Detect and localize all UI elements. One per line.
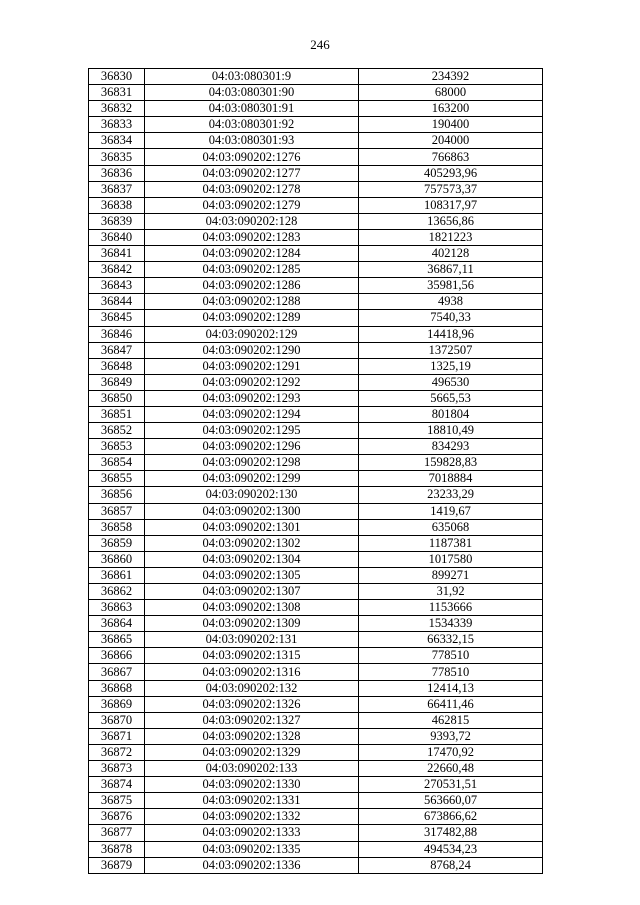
row-number-cell: 36853: [89, 439, 145, 455]
row-number-cell: 36837: [89, 181, 145, 197]
row-number-cell: 36839: [89, 213, 145, 229]
cadastral-number-cell: 04:03:090202:1315: [145, 648, 359, 664]
cadastral-value-cell: 35981,56: [359, 278, 543, 294]
table-row: [89, 761, 543, 777]
cadastral-value-cell: 204000: [359, 133, 543, 149]
row-number-cell: 36852: [89, 423, 145, 439]
cadastral-number-cell: 04:03:080301:9: [145, 69, 359, 85]
cadastral-number-cell: 04:03:090202:1316: [145, 664, 359, 680]
cadastral-number-cell: 04:03:090202:133: [145, 761, 359, 777]
row-number-cell: 36864: [89, 616, 145, 632]
table-row: [89, 246, 543, 262]
row-number-cell: 36863: [89, 600, 145, 616]
cadastral-value-cell: 163200: [359, 101, 543, 117]
cadastral-number-cell: 04:03:090202:1279: [145, 197, 359, 213]
table-row: [89, 809, 543, 825]
table-row: [89, 181, 543, 197]
table-row: [89, 519, 543, 535]
table-row: [89, 551, 543, 567]
cadastral-number-cell: 04:03:090202:1286: [145, 278, 359, 294]
table-row: [89, 696, 543, 712]
row-number-cell: 36878: [89, 841, 145, 857]
cadastral-value-cell: 12414,13: [359, 680, 543, 696]
table-row: [89, 567, 543, 583]
cadastral-value-cell: 18810,49: [359, 423, 543, 439]
row-number-cell: 36833: [89, 117, 145, 133]
row-number-cell: 36856: [89, 487, 145, 503]
row-number-cell: 36873: [89, 761, 145, 777]
row-number-cell: 36835: [89, 149, 145, 165]
table-row: [89, 584, 543, 600]
table-row: [89, 213, 543, 229]
cadastral-value-cell: 1419,67: [359, 503, 543, 519]
cadastral-number-cell: 04:03:090202:1285: [145, 262, 359, 278]
table-row: [89, 310, 543, 326]
cadastral-value-cell: 66332,15: [359, 632, 543, 648]
cadastral-value-cell: 778510: [359, 664, 543, 680]
cadastral-number-cell: 04:03:090202:1294: [145, 406, 359, 422]
row-number-cell: 36834: [89, 133, 145, 149]
cadastral-value-cell: 66411,46: [359, 696, 543, 712]
cadastral-number-cell: 04:03:090202:130: [145, 487, 359, 503]
row-number-cell: 36858: [89, 519, 145, 535]
cadastral-number-cell: 04:03:090202:1288: [145, 294, 359, 310]
row-number-cell: 36848: [89, 358, 145, 374]
cadastral-value-cell: 22660,48: [359, 761, 543, 777]
cadastral-number-cell: 04:03:080301:91: [145, 101, 359, 117]
table-row: [89, 503, 543, 519]
table-row: [89, 342, 543, 358]
cadastral-value-cell: 1534339: [359, 616, 543, 632]
table-row: [89, 744, 543, 760]
row-number-cell: 36860: [89, 551, 145, 567]
table-row: [89, 278, 543, 294]
cadastral-value-cell: 31,92: [359, 584, 543, 600]
cadastral-value-cell: 496530: [359, 374, 543, 390]
row-number-cell: 36836: [89, 165, 145, 181]
table-row: [89, 149, 543, 165]
row-number-cell: 36861: [89, 567, 145, 583]
cadastral-number-cell: 04:03:090202:1332: [145, 809, 359, 825]
cadastral-value-cell: 14418,96: [359, 326, 543, 342]
cadastral-value-cell: 13656,86: [359, 213, 543, 229]
cadastral-number-cell: 04:03:090202:1300: [145, 503, 359, 519]
cadastral-value-cell: 899271: [359, 567, 543, 583]
table-row: [89, 390, 543, 406]
cadastral-number-cell: 04:03:090202:1327: [145, 712, 359, 728]
cadastral-value-cell: 1187381: [359, 535, 543, 551]
cadastral-value-cell: 563660,07: [359, 793, 543, 809]
table-row: [89, 165, 543, 181]
cadastral-number-cell: 04:03:090202:131: [145, 632, 359, 648]
cadastral-number-cell: 04:03:090202:1335: [145, 841, 359, 857]
row-number-cell: 36862: [89, 584, 145, 600]
row-number-cell: 36849: [89, 374, 145, 390]
cadastral-number-cell: 04:03:090202:128: [145, 213, 359, 229]
cadastral-number-cell: 04:03:090202:1291: [145, 358, 359, 374]
cadastral-value-cell: 1372507: [359, 342, 543, 358]
cadastral-value-cell: 635068: [359, 519, 543, 535]
row-number-cell: 36832: [89, 101, 145, 117]
cadastral-number-cell: 04:03:090202:129: [145, 326, 359, 342]
cadastral-number-cell: 04:03:090202:1283: [145, 229, 359, 245]
cadastral-number-cell: 04:03:080301:92: [145, 117, 359, 133]
cadastral-value-cell: 834293: [359, 439, 543, 455]
cadastral-number-cell: 04:03:090202:1296: [145, 439, 359, 455]
cadastral-value-cell: 317482,88: [359, 825, 543, 841]
row-number-cell: 36869: [89, 696, 145, 712]
cadastral-number-cell: 04:03:080301:93: [145, 133, 359, 149]
cadastral-number-cell: 04:03:090202:1329: [145, 744, 359, 760]
table-row: [89, 85, 543, 101]
cadastral-value-cell: 1153666: [359, 600, 543, 616]
table-row: [89, 455, 543, 471]
cadastral-number-cell: 04:03:090202:1278: [145, 181, 359, 197]
row-number-cell: 36846: [89, 326, 145, 342]
row-number-cell: 36841: [89, 246, 145, 262]
cadastral-number-cell: 04:03:090202:1305: [145, 567, 359, 583]
row-number-cell: 36879: [89, 857, 145, 873]
cadastral-value-cell: 7018884: [359, 471, 543, 487]
cadastral-number-cell: 04:03:090202:1302: [145, 535, 359, 551]
row-number-cell: 36838: [89, 197, 145, 213]
cadastral-value-cell: 159828,83: [359, 455, 543, 471]
table-row: [89, 197, 543, 213]
table-row: [89, 825, 543, 841]
table-body: [89, 69, 543, 874]
row-number-cell: 36877: [89, 825, 145, 841]
table-row: [89, 777, 543, 793]
table-row: [89, 262, 543, 278]
cadastral-number-cell: 04:03:090202:1277: [145, 165, 359, 181]
cadastral-number-cell: 04:03:090202:132: [145, 680, 359, 696]
table-row: [89, 423, 543, 439]
cadastral-value-cell: 494534,23: [359, 841, 543, 857]
cadastral-number-cell: 04:03:090202:1292: [145, 374, 359, 390]
cadastral-value-cell: 1325,19: [359, 358, 543, 374]
row-number-cell: 36872: [89, 744, 145, 760]
row-number-cell: 36830: [89, 69, 145, 85]
cadastral-number-cell: 04:03:090202:1289: [145, 310, 359, 326]
cadastral-value-table: [88, 68, 543, 874]
cadastral-value-cell: 673866,62: [359, 809, 543, 825]
cadastral-value-cell: 1821223: [359, 229, 543, 245]
cadastral-value-cell: 36867,11: [359, 262, 543, 278]
row-number-cell: 36847: [89, 342, 145, 358]
row-number-cell: 36831: [89, 85, 145, 101]
row-number-cell: 36855: [89, 471, 145, 487]
table-row: [89, 600, 543, 616]
table-row: [89, 326, 543, 342]
row-number-cell: 36842: [89, 262, 145, 278]
row-number-cell: 36844: [89, 294, 145, 310]
table-row: [89, 358, 543, 374]
table-row: [89, 471, 543, 487]
row-number-cell: 36851: [89, 406, 145, 422]
cadastral-number-cell: 04:03:090202:1298: [145, 455, 359, 471]
cadastral-number-cell: 04:03:090202:1276: [145, 149, 359, 165]
cadastral-value-cell: 801804: [359, 406, 543, 422]
cadastral-value-cell: 778510: [359, 648, 543, 664]
cadastral-value-cell: 1017580: [359, 551, 543, 567]
cadastral-value-cell: 17470,92: [359, 744, 543, 760]
table-row: [89, 728, 543, 744]
cadastral-number-cell: 04:03:090202:1326: [145, 696, 359, 712]
page-number: 246: [310, 37, 330, 52]
row-number-cell: 36840: [89, 229, 145, 245]
cadastral-number-cell: 04:03:090202:1290: [145, 342, 359, 358]
table-row: [89, 439, 543, 455]
cadastral-value-cell: 270531,51: [359, 777, 543, 793]
row-number-cell: 36874: [89, 777, 145, 793]
row-number-cell: 36875: [89, 793, 145, 809]
cadastral-number-cell: 04:03:090202:1293: [145, 390, 359, 406]
table-row: [89, 69, 543, 85]
cadastral-number-cell: 04:03:080301:90: [145, 85, 359, 101]
cadastral-value-cell: 402128: [359, 246, 543, 262]
table-row: [89, 712, 543, 728]
row-number-cell: 36854: [89, 455, 145, 471]
cadastral-number-cell: 04:03:090202:1328: [145, 728, 359, 744]
row-number-cell: 36870: [89, 712, 145, 728]
table-row: [89, 487, 543, 503]
cadastral-number-cell: 04:03:090202:1336: [145, 857, 359, 873]
cadastral-value-cell: 190400: [359, 117, 543, 133]
cadastral-value-cell: 23233,29: [359, 487, 543, 503]
row-number-cell: 36850: [89, 390, 145, 406]
row-number-cell: 36845: [89, 310, 145, 326]
cadastral-value-cell: 8768,24: [359, 857, 543, 873]
table-row: [89, 117, 543, 133]
row-number-cell: 36859: [89, 535, 145, 551]
row-number-cell: 36868: [89, 680, 145, 696]
row-number-cell: 36843: [89, 278, 145, 294]
row-number-cell: 36867: [89, 664, 145, 680]
cadastral-number-cell: 04:03:090202:1301: [145, 519, 359, 535]
table-row: [89, 406, 543, 422]
cadastral-number-cell: 04:03:090202:1309: [145, 616, 359, 632]
cadastral-value-cell: 766863: [359, 149, 543, 165]
cadastral-number-cell: 04:03:090202:1308: [145, 600, 359, 616]
cadastral-number-cell: 04:03:090202:1304: [145, 551, 359, 567]
table-row: [89, 133, 543, 149]
cadastral-number-cell: 04:03:090202:1284: [145, 246, 359, 262]
cadastral-number-cell: 04:03:090202:1333: [145, 825, 359, 841]
table-row: [89, 535, 543, 551]
table-row: [89, 664, 543, 680]
cadastral-number-cell: 04:03:090202:1295: [145, 423, 359, 439]
cadastral-value-cell: 9393,72: [359, 728, 543, 744]
row-number-cell: 36871: [89, 728, 145, 744]
table-row: [89, 648, 543, 664]
table-row: [89, 857, 543, 873]
table-row: [89, 680, 543, 696]
cadastral-value-cell: 4938: [359, 294, 543, 310]
cadastral-value-cell: 68000: [359, 85, 543, 101]
cadastral-value-cell: 405293,96: [359, 165, 543, 181]
cadastral-value-cell: 5665,53: [359, 390, 543, 406]
table-row: [89, 841, 543, 857]
cadastral-value-cell: 757573,37: [359, 181, 543, 197]
table-row: [89, 374, 543, 390]
table-row: [89, 294, 543, 310]
row-number-cell: 36866: [89, 648, 145, 664]
cadastral-number-cell: 04:03:090202:1307: [145, 584, 359, 600]
table-row: [89, 229, 543, 245]
cadastral-number-cell: 04:03:090202:1330: [145, 777, 359, 793]
cadastral-value-cell: 462815: [359, 712, 543, 728]
table-row: [89, 632, 543, 648]
table-row: [89, 616, 543, 632]
row-number-cell: 36857: [89, 503, 145, 519]
row-number-cell: 36876: [89, 809, 145, 825]
table-row: [89, 101, 543, 117]
cadastral-number-cell: 04:03:090202:1299: [145, 471, 359, 487]
row-number-cell: 36865: [89, 632, 145, 648]
cadastral-value-cell: 234392: [359, 69, 543, 85]
cadastral-value-cell: 7540,33: [359, 310, 543, 326]
table-row: [89, 793, 543, 809]
cadastral-value-cell: 108317,97: [359, 197, 543, 213]
cadastral-number-cell: 04:03:090202:1331: [145, 793, 359, 809]
